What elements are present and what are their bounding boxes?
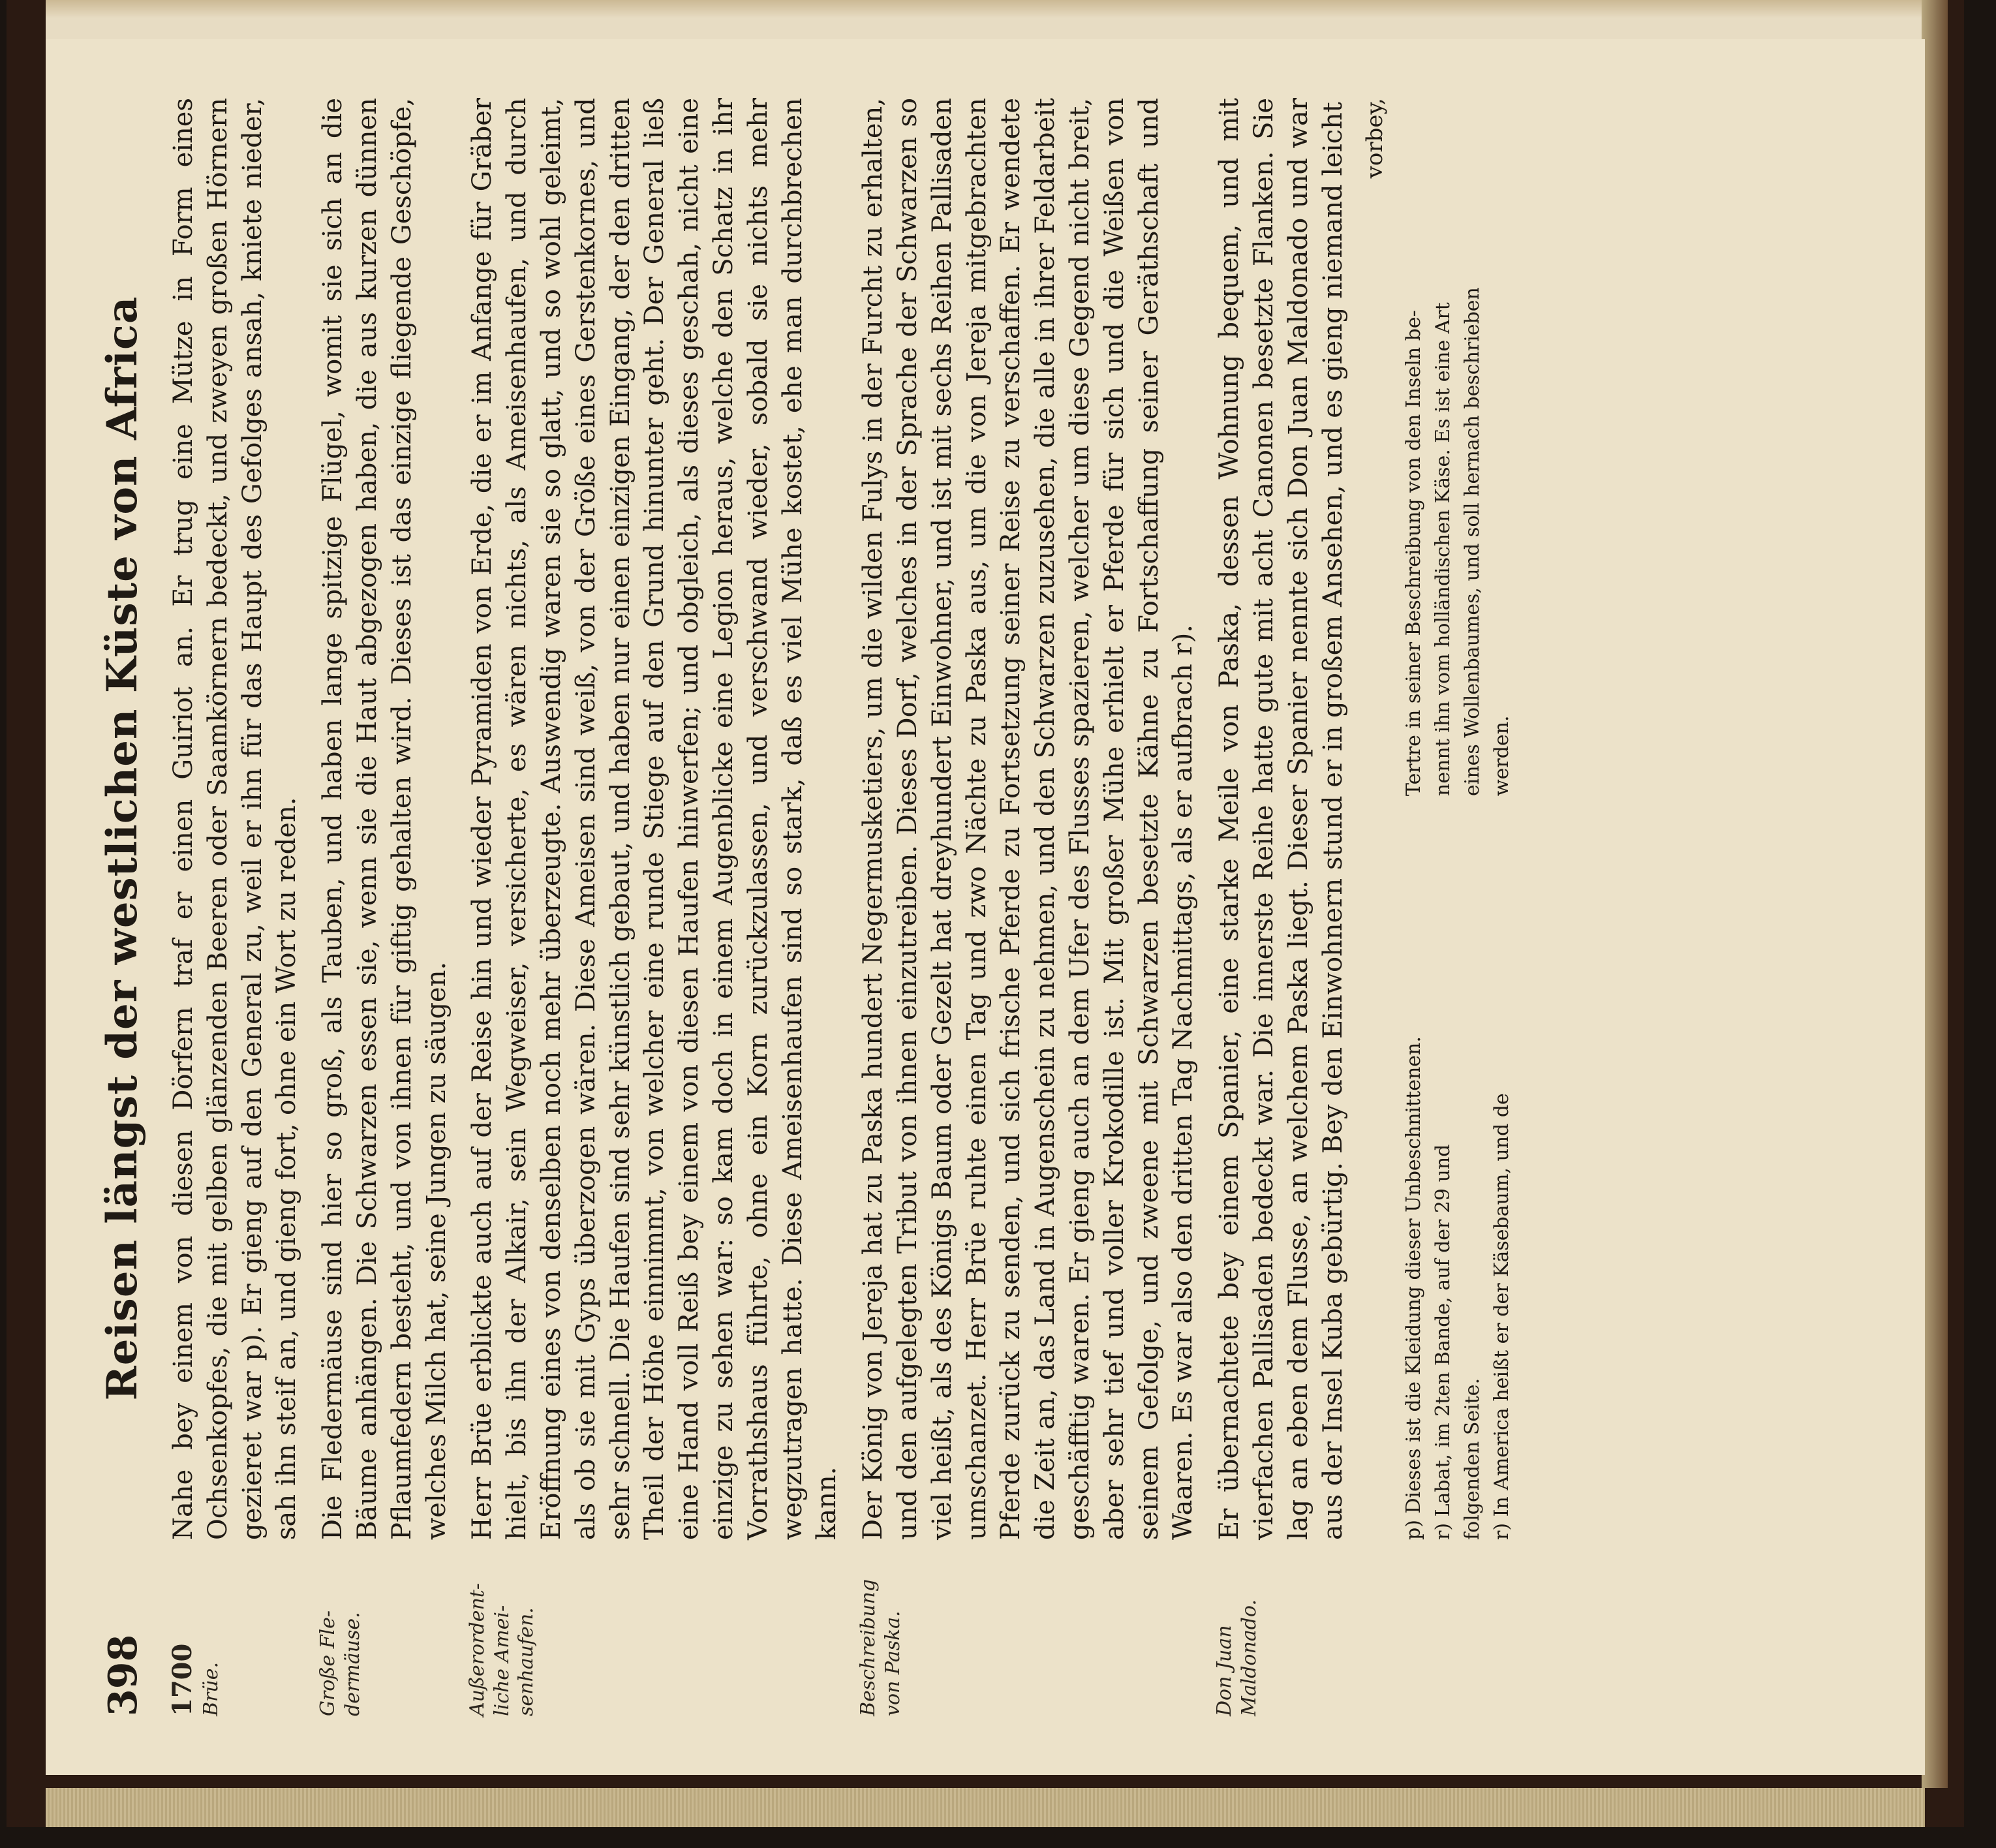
margin-note-bats [316,1566,453,1716]
section-anthills [465,98,844,1716]
margin-line: Große Fle- [316,1610,340,1716]
footnote-line: r) In America heißt er der Käsebaum, und de [1490,1093,1514,1540]
catchword: vorbey, [1362,98,1389,179]
margin-line: Don Juan [1213,1625,1236,1716]
margin-line: Beschreibung [857,1578,880,1716]
footnote-line: Tertre in seiner Beschreibung von den Inseln be- [1402,310,1426,796]
margin-line: senhaufen. [515,1607,538,1716]
section-maldonado [1212,98,1350,1716]
paragraph-bats: Die Fledermäuse sind hier so groß, als Tauben, und haben lange spitzige Flügel, womit sie sich an die Bäume anhängen. Die Schwarzen essen sie, wenn sie die Haut abgezogen haben, die aus kurzen dünnen Pflaumfedern besteht, und von ihnen für giftig gehalten wird. Dieses ist das einzige fliegende Geschöpfe, welches Milch hat, seine Jungen zu säugen. [318,98,452,1540]
footnote-line: werden. [1490,715,1514,796]
margin-note-maldonado [1212,1566,1350,1716]
rotated-page [46,39,1925,1775]
margin-note-year [166,1566,304,1716]
footnote-line: r) Labat, im 2ten Bande, auf der 29 und [1432,1144,1455,1540]
page-content [46,39,1925,1775]
page-header [98,98,147,1716]
page-number: 398 [100,1634,146,1716]
paragraph-guiriot: Nahe bey einem von diesen Dörfern traf er einen Guiriot an. Er trug eine Mütze in Form eines Ochsenkopfes, die mit gelben glänzenden Beeren oder Saamkörnern bedeckt, und zweyen großen Hörnern gezieret war p). Er gieng auf den General zu, weil er ihn für das Haupt des Gefolges ansah, kniete nieder, sah ihn steif an, und gieng fort, ohne ein Wort zu reden. [168,98,302,1540]
paragraph-maldonado: Er übernachtete bey einem Spanier, eine starke Meile von Paska, dessen Wohnung bequem, und mit vierfachen Pallisaden bedeckt war. Die innerste Reihe hatte gute mit acht Canonen besetzte Flanken. Sie lag an eben dem Flusse, an welchem Paska liegt. Dieser Spanier nennte sich Don Juan Maldonado und war aus der Insel Kuba gebürtig. Bey den Einwohnern stund er in großem Ansehen, und es gieng niemand leicht [1214,98,1348,1540]
running-title: Reisen längst der westlichen Küste von Africa [98,296,147,1401]
margin-year: 1700 [167,1643,198,1716]
footnote-line: eines Wollenbaumes, und soll hernach beschrieben [1461,287,1484,796]
margin-line: Maldonado. [1237,1599,1261,1716]
page-stack-edge [46,1788,1925,1827]
paragraph-anthills: Herr Brüe erblickte auch auf der Reise hin und wieder Pyramiden von Erde, die er im Anfange für Gräber hielt, bis ihn der Alkair, sein Wegweiser, versicherte, es wären nichts, als Ameisenhaufen, und durch Eröffnung eines von denselben noch mehr überzeugte. Auswendig waren sie so glatt, und so wohl geleimt, als ob sie mit Gyps überzogen wären. Diese Ameisen sind weiß, von der Größe eines Gerstenkornes, und sehr schnell. Die Haufen sind sehr künstlich gebaut, und haben nur einen einzigen Eingang, der den dritten Theil der Höhe einnimmt, von welcher eine runde Stiege auf den Grund hinunter geht. Der General ließ eine Hand voll Reiß bey einem von diesen Haufen hinwerfen; und obgleich, als dieses geschah, nicht eine einzige zu sehen war: so kam doch in einem Augenblicke eine Legion heraus, welche den Schatz in ihr Vorrathshaus führte, ohne ein Korn zurückzulassen, und verschwand wieder, sobald sie nichts mehr wegzutragen hatte. Diese Ameisenhaufen sind so stark, daß es viel Mühe kostet, ehe man durchbrechen kann. [467,98,842,1540]
margin-line: von Paska. [881,1610,904,1716]
margin-line: Außerordent- [466,1583,489,1716]
footnote-line: p) Dieses ist die Kleidung dieser Unbeschnittenen. [1402,1036,1426,1540]
section-paska [856,98,1201,1716]
paragraph-paska: Der König von Jereja hat zu Paska hundert Negermusketiers, um die wilden Fulys in der Furcht zu erhalten, und den aufgelegten Tribut von ihnen einzutreiben. Dieses Dorf, welches in der Sprache der Schwarzen so viel heißt, als des Königs Baum oder Gezelt hat dreyhundert Einwohner, und ist mit sechs Reihen Pallisaden umschanzet. Herr Brüe ruhte einen Tag und zwo Nächte zu Paska aus, um die von Jereja mitgebrachten Pferde zurück zu senden, und sich frische Pferde zu Fortsetzung seiner Reise zu verschaffen. Er wendete die Zeit an, das Land in Augenschein zu nehmen, und den Schwarzen zuzusehen, die alle in ihrer Feldarbeit geschäfftig waren. Er gieng auch an dem Ufer des Flusses spazieren, welcher um diese Gegend nicht breit, aber sehr tief und voller Krokodille ist. Mit großer Mühe erhielt er Pferde für sich und die Weißen von seinem Gefolge, und zweene mit Schwarzen besetzte Kähne zu Fortschaffung seiner Geräthschaft und Waaren. Es war also den dritten Tag Nachmittags, als er aufbrach r). [858,98,1199,1540]
margin-line: liche Amei- [490,1605,514,1716]
margin-note-paska [856,1566,1201,1716]
margin-line: dermäuse. [341,1612,364,1716]
section-guiriot [166,98,304,1716]
footnotes [1401,98,1514,1540]
footnote-line: folgenden Seite. [1461,1378,1484,1540]
margin-note-anthills [465,1566,844,1716]
margin-name: Brüe. [200,1662,223,1716]
fore-edge [1922,0,1948,1788]
footnote-line: nennt ihn vom holländischen Käse. Es ist eine Art [1432,302,1455,796]
page-top-edge [46,0,1925,18]
section-bats [316,98,453,1716]
